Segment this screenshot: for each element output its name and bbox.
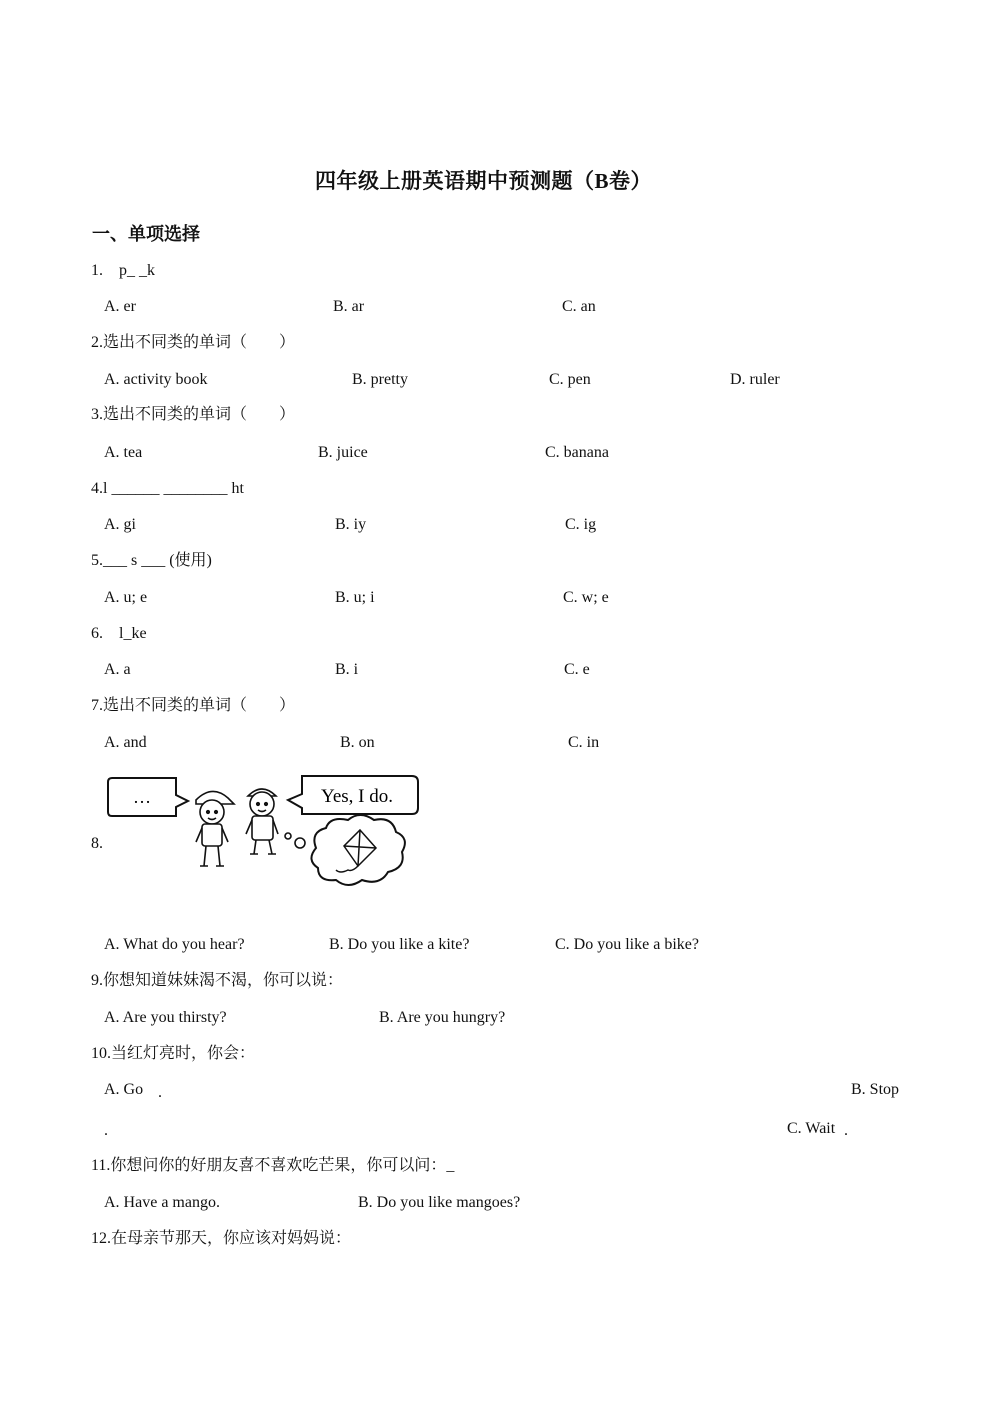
question-9-option-a: A. Are you thirsty?	[104, 1009, 227, 1026]
question-5-stem: 5.___ s ___ (使用)	[91, 552, 212, 569]
page-title: 四年级上册英语期中预测题（B卷）	[315, 169, 653, 193]
question-2-option-a: A. activity book	[104, 371, 208, 388]
question-7-stem: 7.选出不同类的单词（ ）	[91, 697, 296, 714]
question-10-stem: 10.当红灯亮时，你会：	[91, 1045, 256, 1062]
question-6-option-a: A. a	[104, 661, 131, 678]
question-7-option-b: B. on	[340, 734, 375, 751]
question-11-option-a: A. Have a mango.	[104, 1194, 220, 1211]
question-8-stem: 8.	[91, 835, 103, 852]
question-3-option-a: A. tea	[104, 444, 143, 461]
question-10-option-a: A. Go	[104, 1081, 144, 1098]
question-8-option-c: C. Do you like a bike?	[555, 936, 699, 953]
question-1-stem: 1. p_ _k	[91, 262, 156, 279]
question-10-option-c: C. Wait	[787, 1120, 836, 1137]
question-4-option-b: B. iy	[335, 516, 367, 533]
question-7-option-c: C. in	[568, 734, 600, 751]
question-5-option-b: B. u; i	[335, 589, 375, 606]
boy-with-cap-icon	[196, 791, 234, 866]
question-3-stem: 3.选出不同类的单词（ ）	[91, 406, 296, 423]
question-10-option-b: B. Stop	[851, 1081, 900, 1098]
question-7-option-a: A. and	[104, 734, 147, 751]
boy-icon	[246, 789, 278, 854]
thought-dot-small	[285, 833, 291, 839]
question-8-option-b: B. Do you like a kite?	[329, 936, 470, 953]
question-12-stem: 12.在母亲节那天，你应该对妈妈说：	[91, 1230, 352, 1247]
question-1-option-b: B. ar	[333, 298, 365, 315]
question-2-stem: 2.选出不同类的单词（ ）	[91, 334, 296, 351]
question-2-option-c: C. pen	[549, 371, 591, 388]
question-8-option-a: A. What do you hear?	[104, 936, 245, 953]
question-11-stem: 11.你想问你的好朋友喜不喜欢吃芒果，你可以问：_	[91, 1157, 455, 1174]
question-5-option-a: A. u; e	[104, 589, 148, 606]
question-6-option-b: B. i	[335, 661, 359, 678]
right-bubble-text: Yes, I do.	[321, 786, 393, 807]
question-10-dot-2: .	[104, 1122, 108, 1139]
thought-dot-large	[295, 838, 305, 848]
question-4-stem: 4.l ______ ________ ht	[91, 480, 244, 497]
question-2-option-d: D. ruler	[730, 371, 780, 388]
question-9-stem: 9.你想知道妹妹渴不渴，你可以说：	[91, 972, 344, 989]
question-4-option-c: C. ig	[565, 516, 597, 533]
question-10-dot-3: .	[844, 1122, 848, 1139]
question-6-stem: 6. l_ke	[91, 625, 147, 642]
question-5-option-c: C. w; e	[563, 589, 609, 606]
question-1-option-c: C. an	[562, 298, 596, 315]
question-8-illustration	[104, 770, 424, 895]
question-1-option-a: A. er	[104, 298, 136, 315]
question-3-option-c: C. banana	[545, 444, 609, 461]
question-11-option-b: B. Do you like mangoes?	[358, 1194, 521, 1211]
question-3-option-b: B. juice	[318, 444, 368, 461]
question-9-option-b: B. Are you hungry?	[379, 1009, 506, 1026]
left-bubble-text: …	[133, 787, 151, 807]
question-6-option-c: C. e	[564, 661, 590, 678]
section-heading: 一、单项选择	[92, 224, 200, 244]
question-2-option-b: B. pretty	[352, 371, 408, 388]
question-4-option-a: A. gi	[104, 516, 136, 533]
question-10-dot-1: .	[158, 1084, 162, 1101]
